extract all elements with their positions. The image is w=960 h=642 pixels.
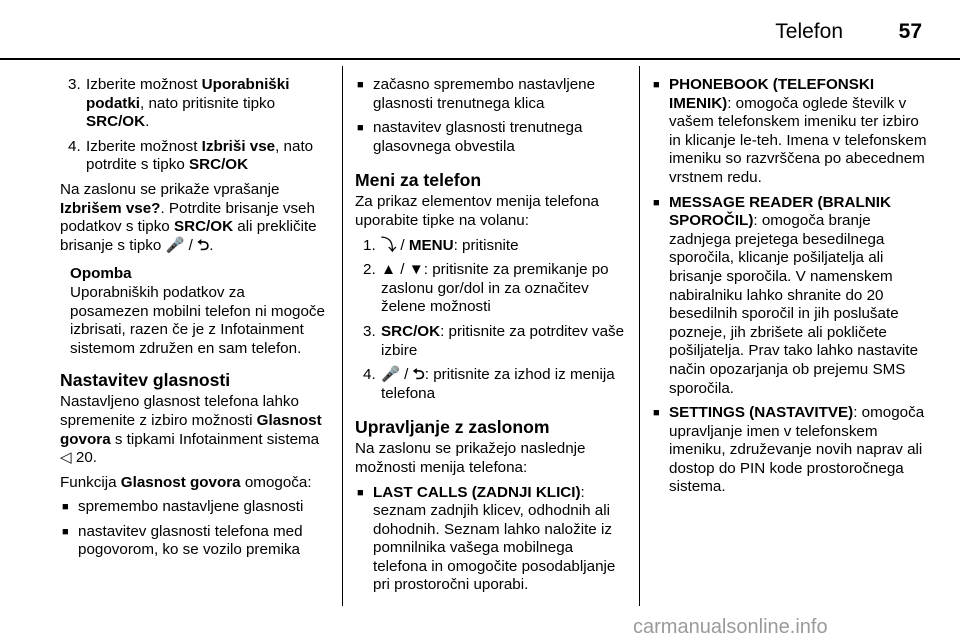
list-item (355, 261, 627, 317)
text: / (399, 366, 413, 384)
text: : pritisnite za izhod iz menija telefona (381, 366, 615, 402)
list-number: 3. (363, 322, 376, 340)
option-name: Izbriši vse (201, 137, 276, 155)
key-name: MENU (408, 236, 454, 254)
text: / (396, 261, 409, 279)
text: . (145, 113, 150, 131)
bullet-item (651, 76, 927, 188)
paragraph: Za prikaz elementov menija telefona uporabite tipke na volanu: (355, 193, 599, 229)
text: omogoča: (240, 473, 312, 491)
reference-arrow-icon: ◁ (60, 449, 72, 467)
text: : pritisnite za premikanje po zaslonu gor/dol in za označitev želene možnosti (381, 261, 609, 316)
list-number: 4. (68, 137, 81, 155)
list-item (355, 237, 627, 256)
option-name: Glasnost govora (120, 473, 241, 491)
bullet-icon: ■ (357, 79, 364, 91)
paragraph (60, 393, 326, 467)
text: : omogoča upravljanje imen v telefonskem imeniku, združevanje novih naprav ali dostop do PIN kode prostoročnega sistema. (669, 404, 925, 496)
text: ali prekličite brisanje s tipko (60, 218, 317, 254)
list-item (355, 323, 627, 360)
header-rule (0, 58, 960, 60)
bullet-icon: ■ (62, 525, 69, 538)
text: / (396, 236, 409, 254)
list-number: 2. (363, 261, 376, 279)
list-number: 4. (363, 366, 376, 384)
text: : pritisnite (453, 236, 519, 254)
column-divider (342, 66, 343, 606)
text: , nato pritisnite tipko (140, 94, 276, 112)
menu-option-name: SETTINGS (NASTAVITVE) (669, 404, 854, 422)
text: nastavitev glasnosti trenutnega glasovnega obvestila (373, 119, 583, 155)
text: začasno spremembo nastavljene glasnosti trenutnega klica (373, 76, 596, 112)
watermark: carmanualsonline.info (633, 616, 828, 638)
text: s tipkami Infotainment sistema (110, 430, 320, 448)
column-1 (60, 76, 326, 566)
list-item (60, 76, 326, 132)
text: : omogoča oglede številk v vašem telefonskem imeniku ter izbiro in klicanje le-teh. Imena v telefonskem imeniku so razvrščena po abecednem vrstnem redu. (669, 94, 927, 186)
text: , nato potrdite s tipko (86, 137, 314, 174)
option-name: Uporabniški podatki (86, 76, 290, 112)
key-name: SRC/OK (86, 113, 146, 131)
key-name: SRC/OK (173, 218, 234, 236)
bullet-icon: ■ (653, 196, 660, 209)
prompt-text: Izbrišem vse? (60, 199, 161, 217)
phone-answer-icon: ⤵ (381, 236, 397, 254)
list-item (60, 138, 326, 175)
menu-option-name: MESSAGE READER (BRALNIK SPOROČIL) (669, 193, 891, 230)
text: Nastavljeno glasnost telefona lahko spremenite z izbiro možnosti (60, 393, 299, 429)
up-arrow-icon: ▲ (381, 261, 397, 279)
bullet-item (651, 404, 927, 497)
list-number: 3. (68, 76, 81, 93)
note-box (60, 265, 326, 358)
text: Na zaslonu se prikaže vprašanje (60, 180, 280, 198)
column-2 (355, 76, 627, 601)
down-arrow-icon: ▼ (408, 261, 424, 279)
text: : pritisnite za potrditev vaše izbire (381, 322, 625, 359)
bullet-item (355, 76, 627, 113)
section-heading: Nastavitev glasnosti (60, 370, 231, 391)
page-header (0, 0, 960, 52)
bullet-item (60, 523, 326, 560)
key-name: SRC/OK (189, 156, 249, 174)
back-arrow-icon: ⮌ (197, 236, 210, 254)
column-divider (639, 66, 640, 606)
back-arrow-icon: ⮌ (412, 366, 425, 384)
paragraph (60, 474, 326, 493)
text: nastavitev glasnosti telefona med pogovorom, ko se vozilo premika (78, 522, 303, 559)
mute-mic-icon: 🎤 (165, 236, 185, 254)
bullet-icon: ■ (357, 122, 364, 135)
paragraph (60, 181, 326, 255)
bullet-item (651, 194, 927, 399)
text: . Potrdite brisanje vseh podatkov s tipko (60, 199, 315, 236)
option-name: Glasnost govora (60, 411, 322, 448)
note-text: Uporabniških podatkov za posamezen mobilni telefon ni mogoče izbrisati, razen če je z Infotainment sistemom združen en sam telefon. (70, 283, 325, 357)
text: : seznam zadnjih klicev, odhodnih ali dohodnih. Seznam lahko naložite iz pomnilnika vašega mobilnega telefona in omogočite posodabljanje pri prostoročni uporabi. (373, 483, 616, 594)
text: Izberite možnost (86, 137, 202, 155)
menu-option-name: PHONEBOOK (TELEFONSKI IMENIK) (669, 76, 875, 112)
bullet-icon: ■ (62, 501, 69, 514)
section-heading: Upravljanje z zaslonom (355, 417, 550, 438)
menu-option-name: LAST CALLS (ZADNJI KLICI) (373, 483, 581, 501)
bullet-icon: ■ (653, 79, 660, 91)
note-title: Opomba (70, 265, 132, 283)
bullet-icon: ■ (653, 407, 660, 420)
text: . (209, 236, 214, 254)
list-number: 1. (363, 236, 376, 254)
page-title: Telefon (775, 20, 843, 43)
key-name: SRC/OK (381, 322, 441, 340)
text: : omogoča branje zadnjega prejetega besedilnega sporočila, klicanje pošiljatelja ali brisanje sporočila. V namenskem nabiralniku lahko shranite do 20 besedilnih sporočil in jih poslušate pozneje, jih zbrišete ali pokličete pošiljatelja. Prav tako lahko nastavite način opozarjanja ob prejemu SMS sporočila. (669, 212, 919, 397)
bullet-item (355, 484, 627, 596)
text: Funkcija (60, 473, 121, 491)
section-heading: Meni za telefon (355, 170, 482, 191)
text: / (184, 236, 198, 254)
mute-mic-icon: 🎤 (381, 366, 400, 384)
text: 20. (71, 449, 98, 467)
bullet-item (355, 119, 627, 156)
text: Izberite možnost (86, 76, 202, 93)
bullet-icon: ■ (357, 486, 364, 499)
column-3 (651, 76, 927, 503)
list-item (355, 366, 627, 403)
page-number: 57 (898, 20, 922, 43)
text: spremembo nastavljene glasnosti (78, 498, 304, 516)
paragraph: Na zaslonu se prikažejo naslednje možnosti menija telefona: (355, 440, 586, 476)
bullet-item (60, 498, 326, 517)
